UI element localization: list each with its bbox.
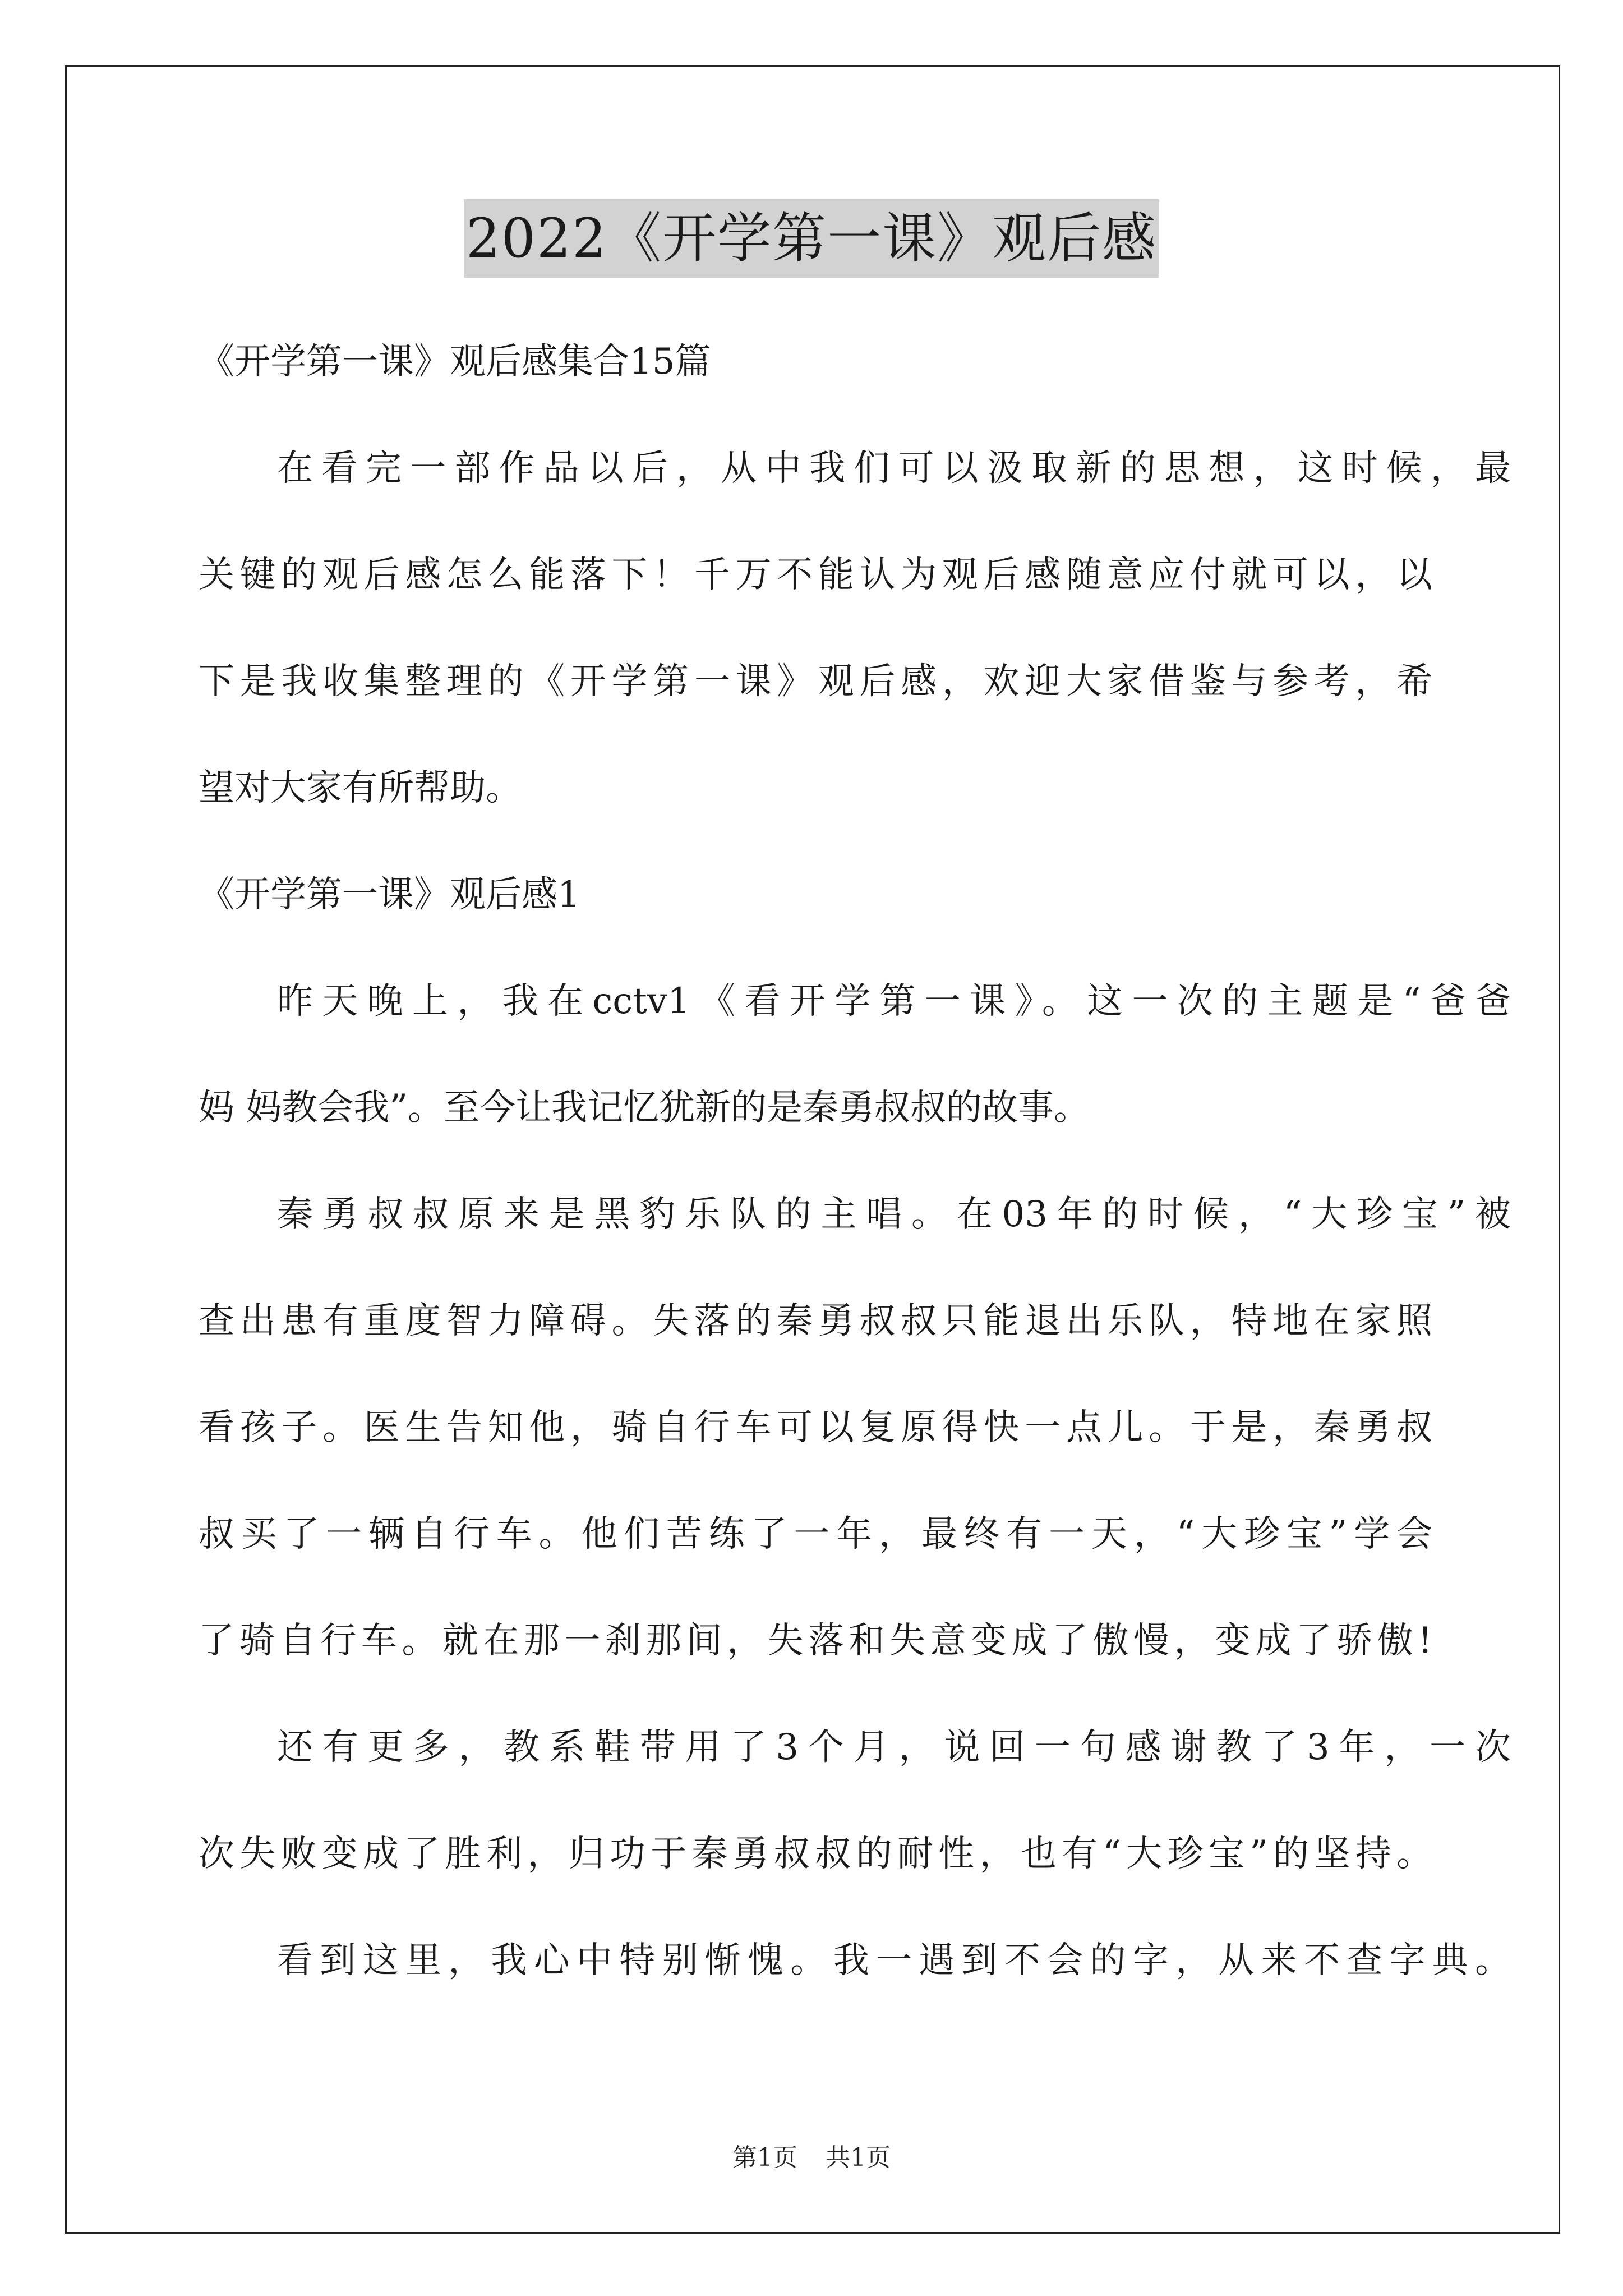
body-paragraph-line: 秦勇叔叔原来是黑豹乐队的主唱。在03年的时候，“大珍宝”被 xyxy=(277,1194,1511,1235)
intro-paragraph-line: 望对大家有所帮助。 xyxy=(199,767,522,809)
page-number: 第1页 xyxy=(732,2143,797,2172)
body-paragraph-line: 妈 妈教会我”。至今让我记忆犹新的是秦勇叔叔的故事。 xyxy=(199,1087,1090,1129)
body-paragraph-line: 叔买了一辆自行车。他们苦练了一年，最终有一天，“大珍宝”学会 xyxy=(199,1513,1432,1555)
body-paragraph-line: 查出患有重度智力障碍。失落的秦勇叔叔只能退出乐队，特地在家照 xyxy=(199,1300,1432,1342)
body-paragraph-line: 了骑自行车。就在那一刹那间，失落和失意变成了傲慢，变成了骄傲! xyxy=(199,1620,1432,1662)
page-total: 共1页 xyxy=(826,2143,891,2172)
body-paragraph-line: 次失败变成了胜利，归功于秦勇叔叔的耐性，也有“大珍宝”的坚持。 xyxy=(199,1833,1432,1875)
intro-paragraph-line: 关键的观后感怎么能落下！千万不能认为观后感随意应付就可以，以 xyxy=(199,554,1432,596)
intro-paragraph-line: 在看完一部作品以后，从中我们可以汲取新的思想，这时候，最 xyxy=(277,448,1511,489)
document-title: 2022《开学第一课》观后感 xyxy=(464,199,1159,278)
body-paragraph-line: 昨天晚上，我在cctv1《看开学第一课》。这一次的主题是“爸爸 xyxy=(277,981,1511,1022)
collection-subtitle: 《开学第一课》观后感集合15篇 xyxy=(199,341,711,383)
intro-paragraph-line: 下是我收集整理的《开学第一课》观后感，欢迎大家借鉴与参考，希 xyxy=(199,661,1432,702)
body-paragraph-line: 还有更多，教系鞋带用了3个月，说回一句感谢教了3年，一次 xyxy=(277,1727,1511,1768)
title-container xyxy=(0,199,1623,278)
section-heading: 《开学第一课》观后感1 xyxy=(199,874,580,915)
page-footer xyxy=(0,2137,1623,2173)
body-paragraph-line: 看孩子。医生告知他，骑自行车可以复原得快一点儿。于是，秦勇叔 xyxy=(199,1407,1432,1448)
document-body xyxy=(199,337,1511,2042)
body-paragraph-line: 看到这里，我心中特别惭愧。我一遇到不会的字，从来不查字典。 xyxy=(277,1940,1511,1981)
